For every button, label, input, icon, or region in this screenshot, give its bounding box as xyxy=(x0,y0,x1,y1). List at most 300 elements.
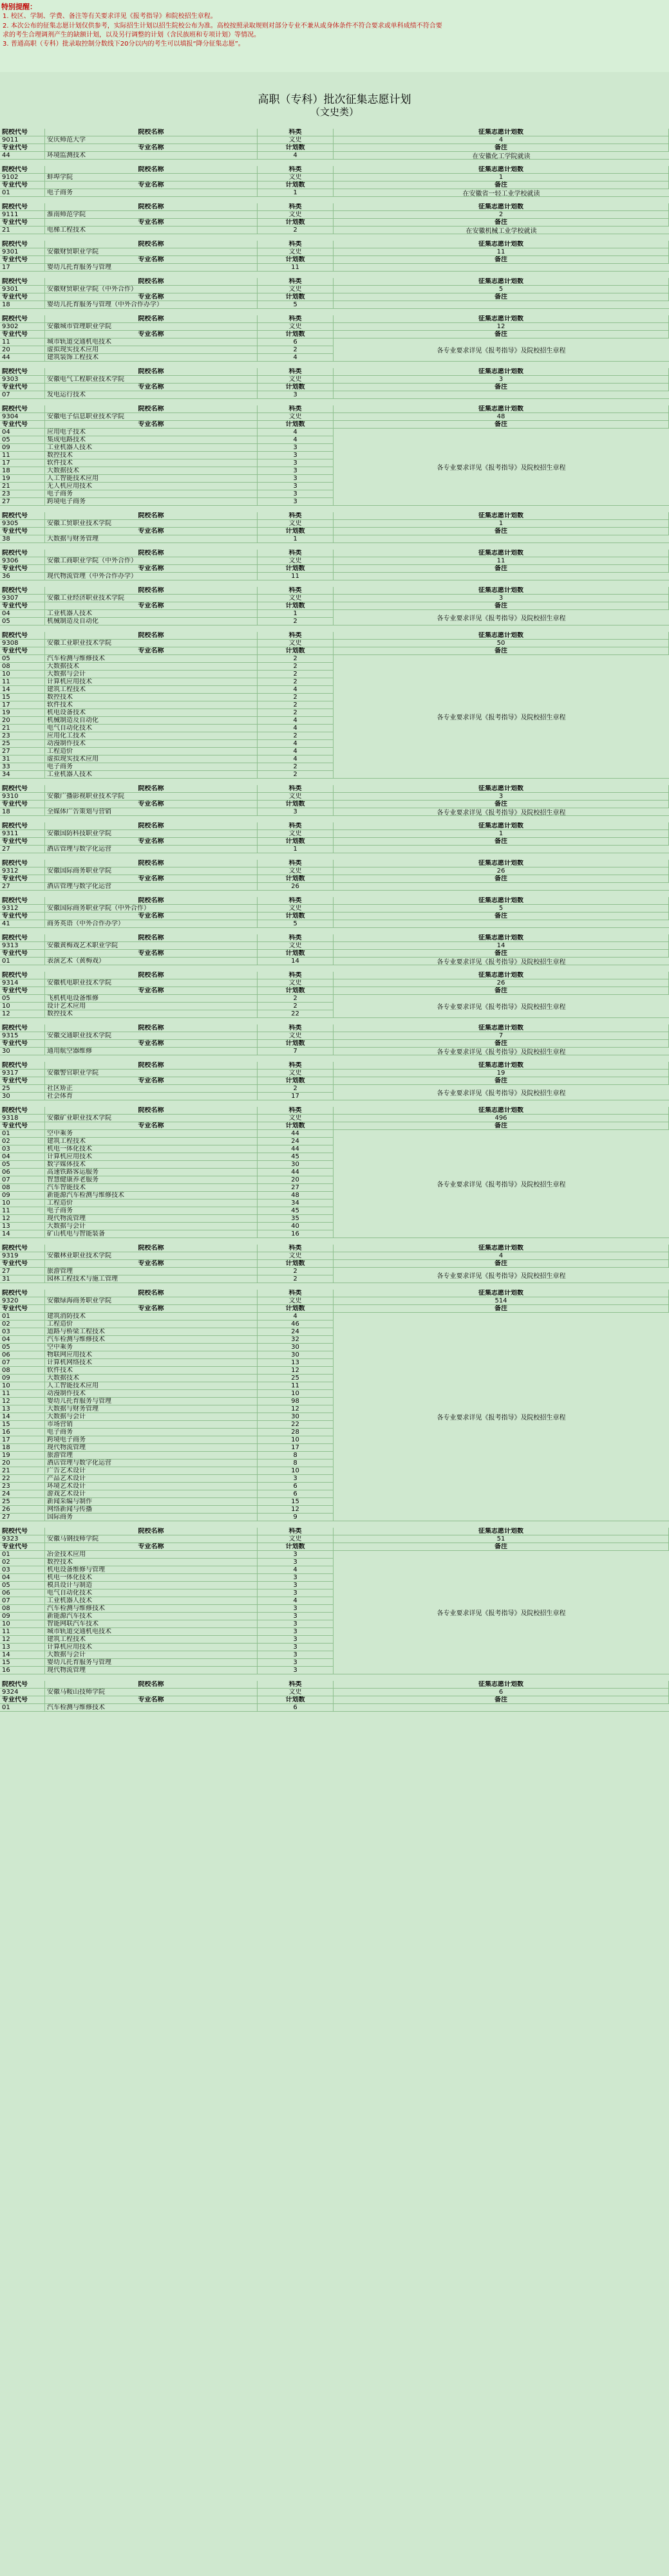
plan-count-header: 征集志愿计划数 xyxy=(334,241,669,248)
major-plan: 3 xyxy=(258,1659,334,1667)
school-code-header: 院校代号 xyxy=(0,632,45,640)
major-name-header: 专业名称 xyxy=(45,1543,258,1551)
major-name-header: 专业名称 xyxy=(45,1077,258,1085)
major-code: 44 xyxy=(0,354,45,362)
school-name-header: 院校名称 xyxy=(45,860,258,867)
major-plan: 44 xyxy=(258,1169,334,1176)
plan-header: 计划数 xyxy=(258,987,334,995)
school-header-row xyxy=(0,972,669,979)
school-name: 安徽机电职业技术学院 xyxy=(45,979,258,987)
school-row xyxy=(0,323,669,331)
school-code: 9313 xyxy=(0,942,45,950)
major-plan: 2 xyxy=(258,763,334,771)
major-code: 23 xyxy=(0,490,45,498)
plan-count-header: 征集志愿计划数 xyxy=(334,1107,669,1115)
subject-header: 科类 xyxy=(258,1681,334,1689)
major-code-header: 专业代号 xyxy=(0,1260,45,1268)
major-plan: 4 xyxy=(258,755,334,763)
major-code: 25 xyxy=(0,1498,45,1506)
plan-count-header: 征集志愿计划数 xyxy=(334,860,669,867)
major-header-row xyxy=(0,647,669,655)
major-name-header: 专业名称 xyxy=(45,528,258,535)
major-header-row xyxy=(0,293,669,301)
major-name: 大数据与财务管理 xyxy=(45,1405,258,1413)
school-plan-count: 1 xyxy=(334,520,669,528)
major-code: 16 xyxy=(0,1667,45,1674)
major-code: 01 xyxy=(0,189,45,197)
major-code: 19 xyxy=(0,475,45,483)
subject-header: 科类 xyxy=(258,166,334,174)
major-name: 跨境电子商务 xyxy=(45,1436,258,1444)
school-code: 9312 xyxy=(0,867,45,875)
school-name-header: 院校名称 xyxy=(45,129,258,136)
school-name: 安徽工业经济职业技术学院 xyxy=(45,595,258,602)
major-header-row xyxy=(0,950,669,958)
major-plan: 3 xyxy=(258,490,334,498)
school-subject: 文史 xyxy=(258,136,334,144)
school-plan-count: 4 xyxy=(334,1252,669,1260)
major-code: 08 xyxy=(0,663,45,671)
page-subtitle: （文史类） xyxy=(310,106,359,118)
remark-header: 备注 xyxy=(334,1077,669,1085)
major-remark: 各专业要求详见《报考指导》及院校招生章程 xyxy=(334,655,669,779)
major-code: 07 xyxy=(0,1597,45,1605)
major-name: 大数据技术 xyxy=(45,663,258,671)
major-code: 04 xyxy=(0,610,45,618)
subject-header: 科类 xyxy=(258,1528,334,1535)
major-code: 27 xyxy=(0,1514,45,1521)
school-header-row xyxy=(0,1245,669,1252)
school-code: 9301 xyxy=(0,286,45,293)
school-subject: 文史 xyxy=(258,248,334,256)
school-plan-count: 26 xyxy=(334,979,669,987)
school-code: 9317 xyxy=(0,1070,45,1077)
school-name: 安徽工商职业学院（中外合作） xyxy=(45,557,258,565)
school-plan-count: 50 xyxy=(334,640,669,647)
major-name: 大数据与会计 xyxy=(45,1223,258,1230)
major-name: 数控技术 xyxy=(45,1010,258,1018)
major-name: 建筑工程技术 xyxy=(45,1636,258,1644)
major-plan: 4 xyxy=(258,354,334,362)
school-plan-count: 19 xyxy=(334,1070,669,1077)
school-name-header: 院校名称 xyxy=(45,1062,258,1070)
school-name-header: 院校名称 xyxy=(45,1245,258,1252)
major-plan: 14 xyxy=(258,958,334,965)
major-name: 机电一体化技术 xyxy=(45,1574,258,1582)
major-name: 智能网联汽车技术 xyxy=(45,1620,258,1628)
school-code-header: 院校代号 xyxy=(0,1290,45,1297)
major-header-row xyxy=(0,181,669,189)
major-remark: 各专业要求详见《报考指导》及院校招生章程 xyxy=(334,610,669,625)
major-code: 10 xyxy=(0,1382,45,1390)
school-subject: 文史 xyxy=(258,595,334,602)
major-name: 大数据技术 xyxy=(45,1375,258,1382)
major-plan: 17 xyxy=(258,1444,334,1452)
school-name: 安徽财贸职业学院（中外合作） xyxy=(45,286,258,293)
major-name: 工业机器人技术 xyxy=(45,610,258,618)
major-code-header: 专业代号 xyxy=(0,913,45,920)
plan-count-header: 征集志愿计划数 xyxy=(334,368,669,376)
remark-header: 备注 xyxy=(334,950,669,958)
school-plan-count: 1 xyxy=(334,830,669,838)
school-code-header: 院校代号 xyxy=(0,405,45,413)
school-name-header: 院校名称 xyxy=(45,1290,258,1297)
school-code-header: 院校代号 xyxy=(0,860,45,867)
major-remark xyxy=(334,883,669,891)
plan-header: 计划数 xyxy=(258,1260,334,1268)
major-name: 跨境电子商务 xyxy=(45,498,258,506)
major-code: 27 xyxy=(0,846,45,853)
major-code: 12 xyxy=(0,1636,45,1644)
remark-header: 备注 xyxy=(334,1696,669,1704)
major-name: 空中乘务 xyxy=(45,1130,258,1138)
school-row xyxy=(0,376,669,384)
major-name: 虚拟现实技术应用 xyxy=(45,755,258,763)
school-subject: 文史 xyxy=(258,1297,334,1305)
major-code: 30 xyxy=(0,1048,45,1055)
major-code: 02 xyxy=(0,1138,45,1145)
school-name: 安徽矿业职业技术学院 xyxy=(45,1115,258,1122)
major-code: 09 xyxy=(0,444,45,452)
major-name: 工业机器人技术 xyxy=(45,444,258,452)
school-header-row xyxy=(0,632,669,640)
major-remark xyxy=(334,1704,669,1712)
school-header-row xyxy=(0,241,669,248)
school-name-header: 院校名称 xyxy=(45,512,258,520)
school-name: 安徽城市管理职业学院 xyxy=(45,323,258,331)
major-code: 11 xyxy=(0,1390,45,1398)
school-header-row xyxy=(0,550,669,557)
major-code: 31 xyxy=(0,1275,45,1283)
plan-count-header: 征集志愿计划数 xyxy=(334,1062,669,1070)
major-code-header: 专业代号 xyxy=(0,293,45,301)
major-code: 05 xyxy=(0,1582,45,1589)
plan-header: 计划数 xyxy=(258,256,334,264)
major-code: 22 xyxy=(0,1475,45,1483)
major-plan: 1 xyxy=(258,189,334,197)
major-name-header: 专业名称 xyxy=(45,801,258,808)
major-plan: 3 xyxy=(258,391,334,399)
school-plan-count: 48 xyxy=(334,413,669,421)
major-plan: 10 xyxy=(258,1390,334,1398)
major-name: 城市轨道交通机电技术 xyxy=(45,338,258,346)
school-plan-count: 51 xyxy=(334,1535,669,1543)
school-row xyxy=(0,1689,669,1696)
major-code: 18 xyxy=(0,808,45,816)
school-name: 淮南师范学院 xyxy=(45,211,258,219)
major-name: 集成电路技术 xyxy=(45,436,258,444)
school-subject: 文史 xyxy=(258,286,334,293)
major-plan: 5 xyxy=(258,301,334,309)
school-code: 9324 xyxy=(0,1689,45,1696)
major-plan: 15 xyxy=(258,1498,334,1506)
major-header-row xyxy=(0,1305,669,1313)
plan-header: 计划数 xyxy=(258,421,334,429)
major-plan: 2 xyxy=(258,618,334,625)
major-name: 机电设备技术 xyxy=(45,709,258,717)
major-plan: 45 xyxy=(258,1153,334,1161)
major-code: 11 xyxy=(0,338,45,346)
major-name: 电气自动化技术 xyxy=(45,1589,258,1597)
major-name: 智慧健康养老服务 xyxy=(45,1176,258,1184)
major-plan: 3 xyxy=(258,1582,334,1589)
major-name: 模具设计与制造 xyxy=(45,1582,258,1589)
major-plan: 24 xyxy=(258,1328,334,1336)
major-code: 03 xyxy=(0,1328,45,1336)
plan-count-header: 征集志愿计划数 xyxy=(334,972,669,979)
school-row xyxy=(0,942,669,950)
school-plan-count: 4 xyxy=(334,136,669,144)
major-code: 10 xyxy=(0,1003,45,1010)
major-code: 33 xyxy=(0,763,45,771)
major-code: 01 xyxy=(0,1130,45,1138)
major-name: 矿山机电与智能装备 xyxy=(45,1230,258,1238)
major-code: 17 xyxy=(0,1436,45,1444)
major-header-row xyxy=(0,1696,669,1704)
major-name: 新闻采编与制作 xyxy=(45,1498,258,1506)
school-name: 安徽绿海商务职业学院 xyxy=(45,1297,258,1305)
major-code: 27 xyxy=(0,748,45,755)
major-plan: 6 xyxy=(258,338,334,346)
major-code: 05 xyxy=(0,436,45,444)
school-subject: 文史 xyxy=(258,867,334,875)
school-name: 安徽黄梅戏艺术职业学院 xyxy=(45,942,258,950)
notice-line: 2. 本次公布的征集志愿计划仅供参考，实际招生计划以招生院校公布为准。高校按照录取规则对部分专业不兼从或身体条件不符合要求或单科成绩不符合要 xyxy=(3,23,442,30)
major-header-row xyxy=(0,144,669,152)
school-plan-count: 6 xyxy=(334,1689,669,1696)
school-plan-count: 12 xyxy=(334,323,669,331)
school-row xyxy=(0,1535,669,1543)
major-plan: 11 xyxy=(258,1382,334,1390)
plan-count-header: 征集志愿计划数 xyxy=(334,1681,669,1689)
major-header-row xyxy=(0,421,669,429)
major-remark xyxy=(334,391,669,399)
school-row xyxy=(0,1115,669,1122)
subject-header: 科类 xyxy=(258,632,334,640)
school-subject: 文史 xyxy=(258,793,334,801)
remark-header: 备注 xyxy=(334,602,669,610)
major-code: 27 xyxy=(0,883,45,891)
major-header-row xyxy=(0,987,669,995)
major-plan: 3 xyxy=(258,1605,334,1613)
major-name-header: 专业名称 xyxy=(45,421,258,429)
major-code: 07 xyxy=(0,1359,45,1367)
major-name-header: 专业名称 xyxy=(45,838,258,846)
school-name: 蚌埠学院 xyxy=(45,174,258,181)
major-plan: 35 xyxy=(258,1215,334,1223)
school-row xyxy=(0,1032,669,1040)
plan-count-header: 征集志愿计划数 xyxy=(334,405,669,413)
major-code: 26 xyxy=(0,1506,45,1514)
school-name-header: 院校名称 xyxy=(45,203,258,211)
school-code: 9315 xyxy=(0,1032,45,1040)
major-code: 10 xyxy=(0,1200,45,1207)
plan-count-header: 征集志愿计划数 xyxy=(334,550,669,557)
school-name-header: 院校名称 xyxy=(45,822,258,830)
major-code-header: 专业代号 xyxy=(0,950,45,958)
major-code: 18 xyxy=(0,301,45,309)
major-code: 18 xyxy=(0,1444,45,1452)
major-code: 41 xyxy=(0,920,45,928)
school-code: 9310 xyxy=(0,793,45,801)
major-name: 软件技术 xyxy=(45,701,258,709)
major-plan: 98 xyxy=(258,1398,334,1405)
school-code: 9306 xyxy=(0,557,45,565)
school-name-header: 院校名称 xyxy=(45,934,258,942)
major-plan: 40 xyxy=(258,1223,334,1230)
school-row xyxy=(0,520,669,528)
major-plan: 3 xyxy=(258,1651,334,1659)
school-header-row xyxy=(0,368,669,376)
major-code: 06 xyxy=(0,1351,45,1359)
major-code: 05 xyxy=(0,1344,45,1351)
school-plan-count: 3 xyxy=(334,793,669,801)
major-code: 34 xyxy=(0,771,45,779)
school-code: 9303 xyxy=(0,376,45,384)
remark-header: 备注 xyxy=(334,219,669,227)
school-code: 9312 xyxy=(0,905,45,913)
major-name: 大数据与会计 xyxy=(45,671,258,678)
school-code: 9111 xyxy=(0,211,45,219)
plan-header: 计划数 xyxy=(258,331,334,338)
school-plan-count: 26 xyxy=(334,867,669,875)
major-code: 04 xyxy=(0,1574,45,1582)
subject-header: 科类 xyxy=(258,587,334,595)
major-plan: 3 xyxy=(258,1628,334,1636)
subject-header: 科类 xyxy=(258,1245,334,1252)
school-plan-count: 7 xyxy=(334,1032,669,1040)
major-code-header: 专业代号 xyxy=(0,1305,45,1313)
major-name: 电子商务 xyxy=(45,1429,258,1436)
major-plan: 8 xyxy=(258,1459,334,1467)
major-code-header: 专业代号 xyxy=(0,144,45,152)
major-name: 汽车检测与维修技术 xyxy=(45,1336,258,1344)
subject-header: 科类 xyxy=(258,1024,334,1032)
major-header-row xyxy=(0,1543,669,1551)
major-name: 现代物流管理 xyxy=(45,1215,258,1223)
major-plan: 48 xyxy=(258,1192,334,1200)
major-name: 大数据与财务管理 xyxy=(45,535,258,543)
major-plan: 2 xyxy=(258,701,334,709)
major-name: 虚拟现实技术应用 xyxy=(45,346,258,354)
major-code: 21 xyxy=(0,483,45,490)
major-plan: 4 xyxy=(258,740,334,748)
major-plan: 46 xyxy=(258,1320,334,1328)
major-name: 商务英语（中外合作办学） xyxy=(45,920,258,928)
major-name-header: 专业名称 xyxy=(45,602,258,610)
subject-header: 科类 xyxy=(258,315,334,323)
major-plan: 4 xyxy=(258,748,334,755)
plan-header: 计划数 xyxy=(258,1077,334,1085)
school-name: 安徽林业职业技术学院 xyxy=(45,1252,258,1260)
major-code: 01 xyxy=(0,1313,45,1320)
major-plan: 1 xyxy=(258,610,334,618)
major-name: 现代物流管理 xyxy=(45,1667,258,1674)
school-header-row xyxy=(0,822,669,830)
major-header-row xyxy=(0,875,669,883)
school-code-header: 院校代号 xyxy=(0,278,45,286)
major-name-header: 专业名称 xyxy=(45,1305,258,1313)
major-name: 动漫制作技术 xyxy=(45,740,258,748)
major-code: 14 xyxy=(0,1651,45,1659)
school-name-header: 院校名称 xyxy=(45,972,258,979)
plan-header: 计划数 xyxy=(258,1040,334,1048)
major-code: 05 xyxy=(0,995,45,1003)
school-code: 9302 xyxy=(0,323,45,331)
major-code: 17 xyxy=(0,701,45,709)
major-code-header: 专业代号 xyxy=(0,801,45,808)
major-code: 10 xyxy=(0,1620,45,1628)
remark-header: 备注 xyxy=(334,647,669,655)
major-name: 婴幼儿托育服务与管理 xyxy=(45,1398,258,1405)
school-name-header: 院校名称 xyxy=(45,550,258,557)
major-plan: 13 xyxy=(258,1359,334,1367)
major-plan: 2 xyxy=(258,346,334,354)
school-header-row xyxy=(0,587,669,595)
major-remark: 各专业要求详见《报考指导》及院校招生章程 xyxy=(334,429,669,506)
major-code: 08 xyxy=(0,1605,45,1613)
major-name: 网络新闻与传播 xyxy=(45,1506,258,1514)
major-plan: 2 xyxy=(258,655,334,663)
subject-header: 科类 xyxy=(258,972,334,979)
major-plan: 3 xyxy=(258,1644,334,1651)
plan-header: 计划数 xyxy=(258,838,334,846)
major-header-row xyxy=(0,331,669,338)
school-code-header: 院校代号 xyxy=(0,1245,45,1252)
remark-header: 备注 xyxy=(334,421,669,429)
major-plan: 6 xyxy=(258,1490,334,1498)
major-plan: 3 xyxy=(258,1636,334,1644)
school-subject: 文史 xyxy=(258,1115,334,1122)
school-subject: 文史 xyxy=(258,979,334,987)
school-header-row xyxy=(0,278,669,286)
major-header-row xyxy=(0,1260,669,1268)
major-code: 04 xyxy=(0,429,45,436)
major-plan: 2 xyxy=(258,1268,334,1275)
school-subject: 文史 xyxy=(258,640,334,647)
school-code-header: 院校代号 xyxy=(0,822,45,830)
major-code: 08 xyxy=(0,1367,45,1375)
school-subject: 文史 xyxy=(258,174,334,181)
major-name-header: 专业名称 xyxy=(45,293,258,301)
major-code: 09 xyxy=(0,1613,45,1620)
major-plan: 4 xyxy=(258,686,334,694)
major-plan: 27 xyxy=(258,1184,334,1192)
major-name-header: 专业名称 xyxy=(45,950,258,958)
major-header-row xyxy=(0,801,669,808)
school-name-header: 院校名称 xyxy=(45,166,258,174)
major-plan: 2 xyxy=(258,732,334,740)
plan-header: 计划数 xyxy=(258,647,334,655)
remark-header: 备注 xyxy=(334,838,669,846)
major-header-row xyxy=(0,219,669,227)
major-plan: 3 xyxy=(258,498,334,506)
major-remark: 各专业要求详见《报考指导》及院校招生章程 xyxy=(334,1551,669,1674)
major-name-header: 专业名称 xyxy=(45,1040,258,1048)
school-code: 9011 xyxy=(0,136,45,144)
major-name: 发电运行技术 xyxy=(45,391,258,399)
school-name: 安徽国防科技职业学院 xyxy=(45,830,258,838)
school-code-header: 院校代号 xyxy=(0,241,45,248)
school-name-header: 院校名称 xyxy=(45,368,258,376)
major-code-header: 专业代号 xyxy=(0,384,45,391)
major-name: 汽车检测与维修技术 xyxy=(45,1704,258,1712)
major-name: 环境监测技术 xyxy=(45,152,258,160)
major-plan: 6 xyxy=(258,1483,334,1490)
plan-count-header: 征集志愿计划数 xyxy=(334,203,669,211)
major-remark xyxy=(334,573,669,580)
subject-header: 科类 xyxy=(258,405,334,413)
